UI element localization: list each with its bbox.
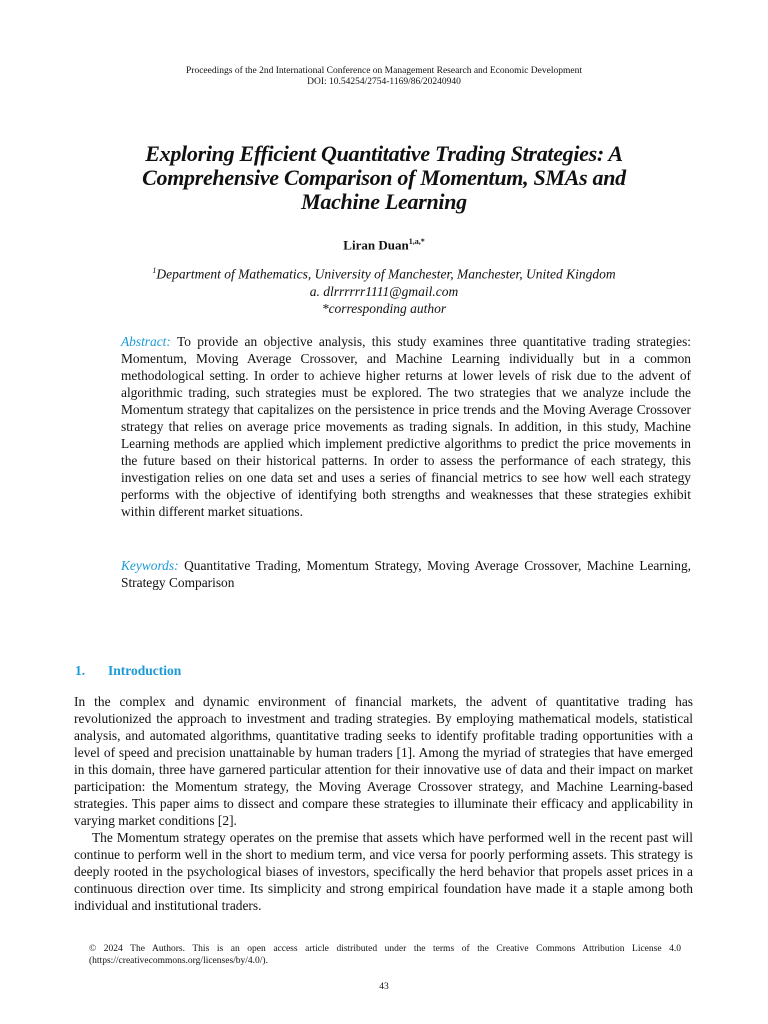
abstract (121, 333, 691, 520)
keywords-label: Keywords: (121, 558, 179, 573)
running-header (0, 66, 768, 88)
author-name: Liran Duan (343, 237, 409, 253)
introduction-body (74, 693, 693, 914)
section-heading-introduction (75, 663, 181, 679)
affiliation-department (0, 262, 768, 283)
section-number: 1. (75, 663, 86, 678)
keywords-text: Quantitative Trading, Momentum Strategy, Moving Average Crossover, Machine Learning, Strategy Comparison (121, 558, 691, 590)
author-line (0, 237, 768, 253)
conference-line: Proceedings of the 2nd International Conference on Management Research and Economic Development (186, 66, 582, 76)
title-line-1: Exploring Efficient Quantitative Trading Strategies: A (145, 141, 623, 166)
author-email: a. dlrrrrrr1111@gmail.com (309, 283, 459, 299)
title-line-3: Machine Learning (301, 189, 467, 214)
license-footnote: © 2024 The Authors. This is an open access article distributed under the terms of the Creative Commons Attribution License 4.0 (https://creativecommons.org/licenses/by/4.0/). (89, 944, 681, 966)
abstract-label: Abstract: (121, 334, 171, 349)
title-line-2: Comprehensive Comparison of Momentum, SMAs and (142, 165, 626, 190)
author-superscript: 1,a,* (408, 237, 425, 246)
department-text: Department of Mathematics, University of Manchester, Manchester, United Kingdom (156, 266, 616, 282)
paragraph-2: The Momentum strategy operates on the premise that assets which have performed well in the recent past will continue to perform well in the short to medium term, and vice versa for poorly performing assets. This strategy is deeply rooted in the psychological biases of investors, specifically the herd behavior that propels asset prices in a continuous direction over time. Its simplicity and strong empirical foundation have made it a staple among both individual and institutional traders. (74, 830, 693, 913)
paragraph-1: In the complex and dynamic environment of financial markets, the advent of quantitative trading has revolutionized the approach to investment and trading strategies. By employing mathematical models, statistical analysis, and automated algorithms, quantitative trading seeks to identify profitable trading opportunities with a level of speed and precision unattainable by human traders [1]. Among the myriad of strategies that have emerged in this domain, three have garnered particular attention for their innovative use of data and their impact on market participation: the Momentum strategy, the Moving Average Crossover strategy, and Machine Learning-based strategies. This paper aims to dissect and compare these strategies to illuminate their efficacy and applicability in varying market conditions [2]. (74, 694, 693, 828)
corresponding-author-note: *corresponding author (321, 300, 447, 316)
affiliation-superscript: 1 (152, 266, 157, 275)
affiliation-block (0, 262, 768, 317)
abstract-text: To provide an objective analysis, this study examines three quantitative trading strategies: Momentum, Moving Average Crossover, and Machine Learning individually but in a common methodological setting. In order to achieve higher returns at lower levels of risk due to the advent of algorithmic trading, such strategies must be explored. The two strategies that we analyze include the Momentum strategy that capitalizes on the persistence in price trends and the Moving Average Crossover strategy that relies on average price movements as trading signals. In addition, in this study, Machine Learning methods are applied which implement predictive algorithms to predict the price movements in the future based on their historical patterns. In order to assess the performance of each strategy, this investigation relies on one data set and uses a series of financial metrics to see how well each strategy performs with the objective of identifying both strengths and weaknesses that these strategies exhibit within different market situations. (121, 334, 692, 519)
doi-line: DOI: 10.54254/2754-1169/86/20240940 (307, 77, 461, 87)
page-number: 43 (379, 982, 389, 992)
paper-title (80, 142, 688, 214)
keywords (121, 557, 691, 591)
section-title: Introduction (108, 663, 182, 678)
